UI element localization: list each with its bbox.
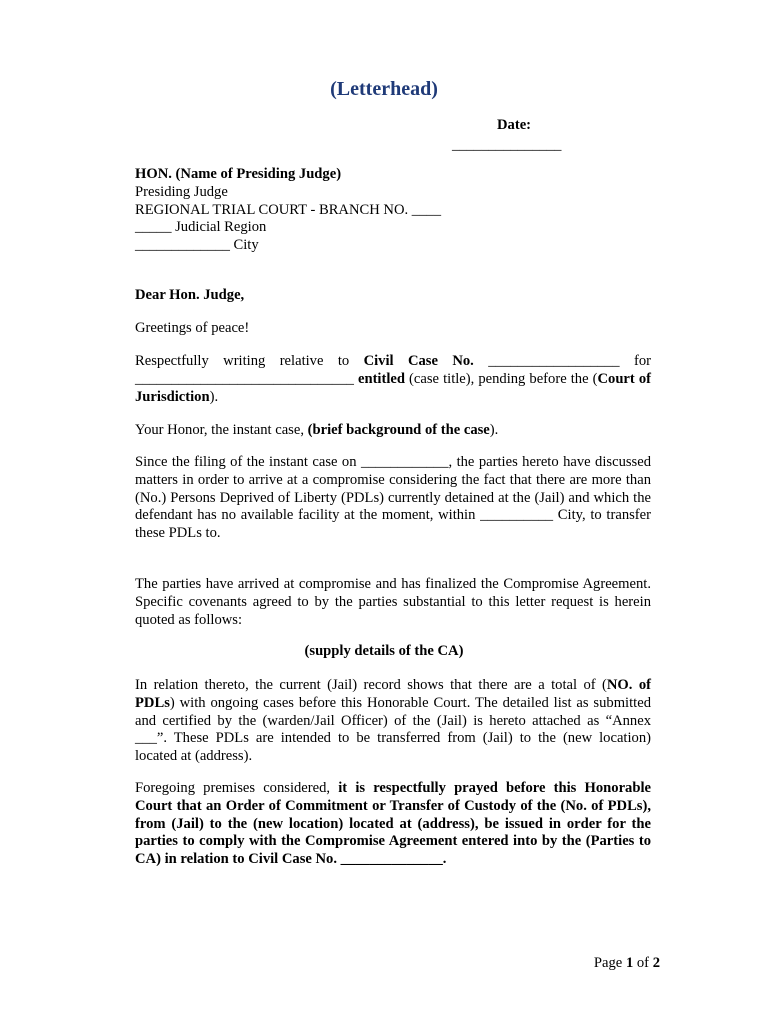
date-label: Date: [497, 117, 532, 133]
recipient-address [135, 166, 651, 255]
page-number: Page 1 of 2 [593, 955, 660, 971]
salutation: Dear Hon. Judge, [135, 287, 245, 303]
address-line-city: _____________ City [135, 237, 259, 254]
address-line-title: Presiding Judge [135, 183, 228, 200]
greeting: Greetings of peace! [135, 320, 250, 336]
paragraph-compromise: The parties have arrived at compromise and has finalized the Compromise Agreement. Specific covenants agreed to by the parties substantial to this letter request is herein quoted as follows: [135, 576, 651, 628]
supply-details-heading: (supply details of the CA) [304, 643, 464, 659]
paragraph-background: Your Honor, the instant case, (brief background of the case). [135, 422, 499, 438]
address-line-judge-name: HON. (Name of Presiding Judge) [135, 166, 342, 182]
date-blank: _______________ [452, 137, 562, 153]
address-line-court: REGIONAL TRIAL COURT - BRANCH NO. ____ [135, 201, 441, 218]
paragraph-filing: Since the filing of the instant case on ____________, the parties hereto have discussed matters in order to arrive at a compromise considering the fact that there are more than (No.) Persons Deprived of Liberty (PDLs) currently detained at the (Jail) and which the defendant has no available facility at the moment, within __________ City, to transfer these PDLs to. [135, 454, 651, 542]
paragraph-case-reference: Respectfully writing relative to Civil Case No. __________________ for ______________________________ entitled (case title), pending before the (Court of Jurisdiction). [135, 353, 651, 405]
paragraph-prayer: Foregoing premises considered, it is respectfully prayed before this Honorable Court that an Order of Commitment or Transfer of Custody of the (No. of PDLs), from (Jail) to the (new location) located at (address), be issued in order for the parties to comply with the Compromise Agreement entered into by the (Parties to CA) in relation to Civil Case No. ______________. [135, 780, 651, 868]
paragraph-jail-record: In relation thereto, the current (Jail) record shows that there are a total of (NO. of PDLs) with ongoing cases before this Honorable Court. The detailed list as submitted and certified by the (warden/Jail Officer) of the (Jail) is hereto attached as “Annex ___”. These PDLs are intended to be transferred from (Jail) to the (new location) located at (address). [135, 677, 651, 765]
letterhead-title: (Letterhead) [330, 78, 438, 100]
address-line-region: _____ Judicial Region [135, 219, 267, 236]
